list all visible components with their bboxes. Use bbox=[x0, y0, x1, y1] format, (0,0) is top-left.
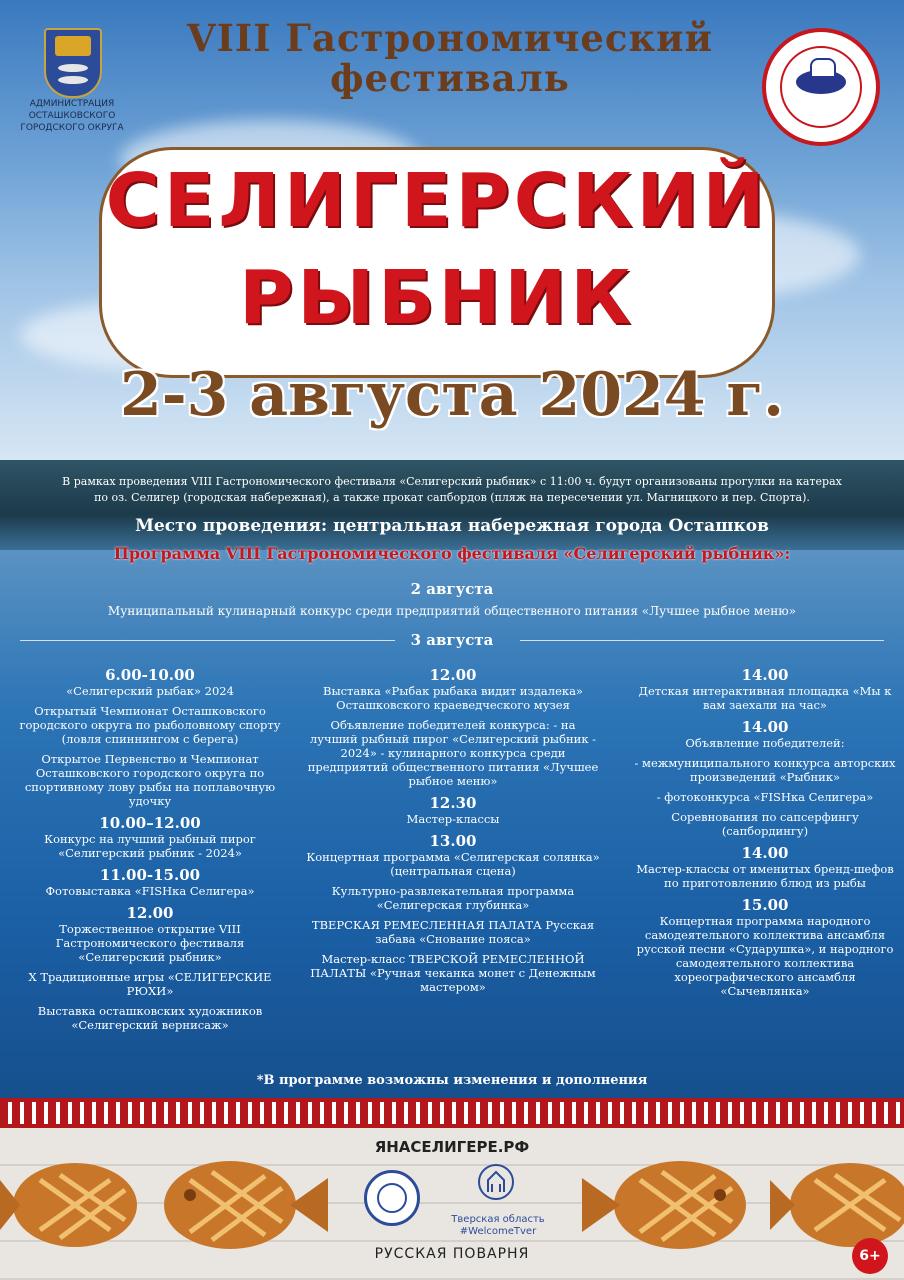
schedule-time: 12.00 bbox=[429, 666, 477, 684]
festival-name-line1: СЕЛИГЕРСКИЙ bbox=[105, 158, 769, 244]
festival-name-line2: РЫБНИК bbox=[239, 255, 635, 341]
schedule-item: Культурно-развлекательная программа «Селигерская глубинка» bbox=[331, 884, 575, 912]
schedule-column-3 bbox=[634, 660, 896, 998]
schedule-time: 12.30 bbox=[429, 794, 477, 812]
schedule-item: Мастер-класс ТВЕРСКОЙ РЕМЕСЛЕННОЙ ПАЛАТЫ «Ручная чеканка монет с Денежным мастером» bbox=[310, 952, 596, 994]
schedule-item: ТВЕРСКАЯ РЕМЕСЛЕННАЯ ПАЛАТА Русская забава «Снование пояса» bbox=[311, 918, 595, 946]
administration-label: АДМИНИСТРАЦИЯ ОСТАШКОВСКОГО ГОРОДСКОГО ОКРУГА bbox=[20, 99, 124, 133]
coat-of-arms-icon bbox=[44, 28, 102, 98]
festival-title: VIII Гастрономический фестиваль bbox=[186, 16, 714, 100]
schedule-item: Выставка осташковских художников «Селигерский вернисаж» bbox=[37, 1004, 263, 1032]
schedule-item: - межмуниципального конкурса авторских произведений «Рыбник» bbox=[634, 756, 896, 784]
schedule-item: Мастер-классы bbox=[406, 812, 500, 826]
schedule-time: 14.00 bbox=[741, 844, 789, 862]
schedule-item: Фотовыставка «FISHка Селигера» bbox=[45, 884, 255, 898]
schedule-time: 6.00-10.00 bbox=[105, 666, 195, 684]
age-rating-badge: 6+ bbox=[852, 1238, 888, 1274]
schedule-item: Открытый Чемпионат Осташковского городского округа по рыболовному спорту (ловля спиннингом с берега) bbox=[19, 704, 281, 746]
schedule-item: Объявление победителей конкурса: - на лучший рыбный пирог «Селигерский рыбник - 2024» - кулинарного конкурса среди предприятий общественного питания «Лучшее рыбное меню» bbox=[307, 718, 599, 788]
day1-label: 2 августа bbox=[410, 580, 494, 598]
schedule-item: Концертная программа «Селигерская солянка» (центральная сцена) bbox=[306, 850, 600, 878]
intro-text: В рамках проведения VIII Гастрономического фестиваля «Селигерский рыбник» с 11:00 ч. будут организованы прогулки на катерах по оз. Селигер (городская набережная), а также прокат сапбордов (пляж на пересечении ул. Магницкого и пер. Спорта). bbox=[62, 475, 842, 504]
festival-fish-logo-icon bbox=[762, 28, 880, 146]
ornament-border bbox=[0, 1098, 904, 1128]
schedule-column-2 bbox=[305, 660, 601, 994]
schedule-item: Соревнования по сапсерфингу (сапбордингу) bbox=[671, 810, 859, 838]
russian-povarnya-label: РУССКАЯ ПОВАРНЯ bbox=[374, 1246, 530, 1262]
tver-region-label: Тверская область #WelcomeTver bbox=[451, 1214, 545, 1237]
program-title: Программа VIII Гастрономического фестиваля «Селигерский рыбник»: bbox=[113, 544, 791, 563]
schedule-item: Открытое Первенство и Чемпионат Осташковского городского округа по спортивному лову рыбы на поплавочную удочку bbox=[24, 752, 276, 808]
schedule-item: Мастер-классы от именитых бренд-шефов по приготовлению блюд из рыбы bbox=[636, 862, 894, 890]
day1-event: Муниципальный кулинарный конкурс среди предприятий общественного питания «Лучшее рыбное меню» bbox=[107, 604, 797, 618]
schedule-time: 12.00 bbox=[126, 904, 174, 922]
schedule-item: Объявление победителей: bbox=[685, 736, 845, 750]
schedule-item: - фотоконкурса «FISHка Селигера» bbox=[656, 790, 874, 804]
schedule-time: 15.00 bbox=[741, 896, 789, 914]
fish-pie-icon bbox=[150, 1150, 330, 1260]
schedule-item: Детская интерактивная площадка «Мы к вам заехали на час» bbox=[638, 684, 892, 712]
fish-pie-icon bbox=[580, 1150, 760, 1260]
schedule-time: 13.00 bbox=[429, 832, 477, 850]
schedule-item: Торжественное открытие VIII Гастрономического фестиваля «Селигерский рыбник» bbox=[55, 922, 245, 964]
schedule-item: Конкурс на лучший рыбный пирог «Селигерский рыбник - 2024» bbox=[44, 832, 256, 860]
russian-cuisine-association-logo-icon bbox=[364, 1170, 420, 1226]
schedule-time: 14.00 bbox=[741, 718, 789, 736]
tver-region-logo-icon bbox=[476, 1162, 516, 1206]
schedule-time: 10.00–12.00 bbox=[99, 814, 201, 832]
fish-pie-icon bbox=[770, 1150, 904, 1260]
schedule-column-1 bbox=[14, 660, 286, 1032]
day2-label: 3 августа bbox=[410, 631, 494, 649]
festival-dates: 2-3 августа 2024 г. bbox=[119, 360, 785, 430]
fish-pie-icon bbox=[0, 1150, 150, 1260]
schedule-time: 14.00 bbox=[741, 666, 789, 684]
schedule-item: Выставка «Рыбак рыбака видит издалека» Осташковского краеведческого музея bbox=[323, 684, 583, 712]
schedule-item: X Традиционные игры «СЕЛИГЕРСКИЕ РЮХИ» bbox=[28, 970, 272, 998]
website-link[interactable]: ЯНАСЕЛИГЕРЕ.РФ bbox=[374, 1138, 530, 1156]
schedule-item: Концертная программа народного самодеятельного коллектива ансамбля русской песни «Сударушка», и народного самодеятельного коллектива хореографического ансамбля «Сычевлянка» bbox=[636, 914, 894, 998]
venue-text: Место проведения: центральная набережная города Осташков bbox=[135, 516, 769, 536]
schedule-item: «Селигерский рыбак» 2024 bbox=[66, 684, 234, 698]
changes-note: *В программе возможны изменения и дополнения bbox=[256, 1073, 648, 1088]
schedule-time: 11.00-15.00 bbox=[99, 866, 201, 884]
